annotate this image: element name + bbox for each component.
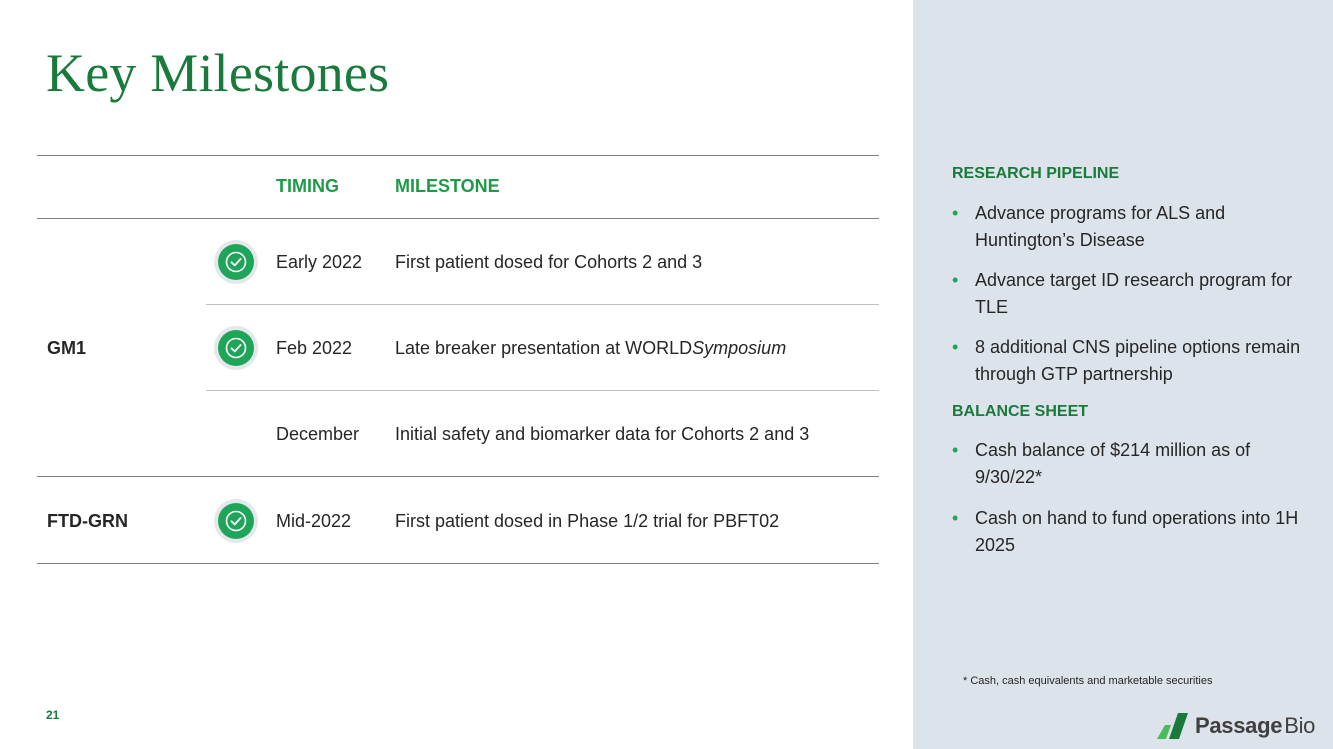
row-timing: Mid-2022 [276,511,352,531]
row-timing: Early 2022 [276,252,363,272]
research-bullet: • Advance programs for ALS and Huntington’s Disease [952,200,1302,254]
research-bullet: • Advance target ID research program for TLE [952,267,1302,321]
bullet-icon: • [952,508,959,528]
table-top-rule [37,155,879,156]
completed-check-icon [214,326,258,370]
row-divider [206,304,879,305]
program-ftd-grn: FTD-GRN [47,511,128,531]
bullet-icon: • [952,337,959,357]
balance-sheet-heading: BALANCE SHEET [952,403,1089,420]
row-timing: December [276,424,360,444]
row-milestone: First patient dosed in Phase 1/2 trial for PBFT02 [395,511,780,531]
logo-word-passage: Passage [1195,713,1283,738]
table-bottom-rule [37,563,879,564]
footnote: * Cash, cash equivalents and marketable securities [963,675,1213,687]
completed-check-icon [214,499,258,543]
row-milestone: Initial safety and biomarker data for Cohorts 2 and 3 [395,424,810,444]
research-pipeline-heading: RESEARCH PIPELINE [952,165,1120,182]
bullet-icon: • [952,203,959,223]
page-number: 21 [46,708,60,722]
completed-check-icon [214,240,258,284]
header-bottom-rule [37,218,879,219]
research-bullet: • 8 additional CNS pipeline options remain through GTP partnership [952,334,1302,388]
balance-bullet: • Cash on hand to fund operations into 1H 2025 [952,505,1302,559]
bullet-icon: • [952,440,959,460]
timing-header: TIMING [276,176,339,196]
row-milestone: First patient dosed for Cohorts 2 and 3 [395,252,703,272]
logo-word-bio: Bio [1284,713,1316,738]
row-timing: Feb 2022 [276,338,353,358]
balance-bullet: • Cash balance of $214 million as of 9/30/22* [952,437,1302,491]
milestone-header: MILESTONE [395,176,500,196]
page-title: Key Milestones [46,43,390,103]
row-milestone: Late breaker presentation at WORLDSymposium [395,338,787,358]
group-divider-rule [37,476,879,477]
program-gm1: GM1 [47,338,87,358]
row-divider [206,390,879,391]
passage-bio-logo [1157,713,1315,739]
passage-bio-logo-icon [1157,713,1189,739]
bullet-icon: • [952,270,959,290]
